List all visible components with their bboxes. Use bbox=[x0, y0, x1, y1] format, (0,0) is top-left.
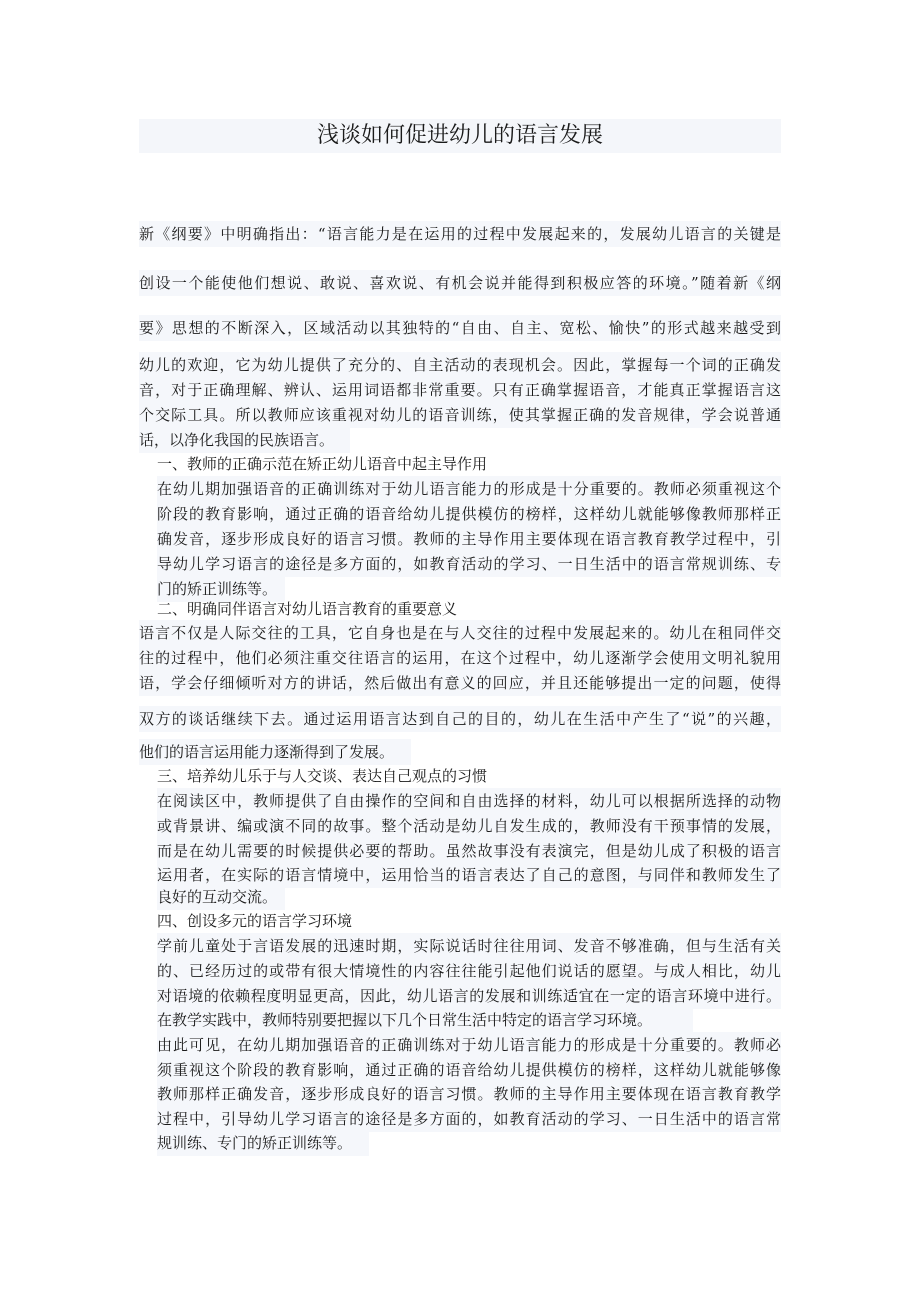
document-title: 浅谈如何促进幼儿的语言发展 bbox=[316, 123, 603, 148]
intro-line: 创设一个能使他们想说、敢说、喜欢说、有机会说并能得到积极应答的环境。”随着新《纲 bbox=[139, 270, 781, 296]
intro-line: 话，以净化我国的民族语言。 bbox=[139, 427, 350, 453]
section4-line: 的、已经历过的或带有很大情境性的内容往往能引起他们说话的愿望。与成人相比，幼儿 bbox=[157, 958, 781, 984]
section2-line: 他们的语言运用能力逐渐得到了发展。 bbox=[139, 739, 411, 765]
section2-line: 双方的谈话继续下去。通过运用语言达到自己的目的，幼儿在生活中产生了“说”的兴趣， bbox=[139, 706, 781, 732]
closing-line: 教师那样正确发音，逐步形成良好的语言习惯。教师的主导作用主要体现在语言教育教学 bbox=[157, 1081, 781, 1107]
section-heading-4: 四、创设多元的语言学习环境 bbox=[157, 912, 353, 930]
section3-line: 在阅读区中，教师提供了自由操作的空间和自由选择的材料，幼儿可以根据所选择的动物 bbox=[157, 788, 781, 814]
section2-line: 往的过程中，他们必须注重交往语言的运用，在这个过程中，幼儿逐渐学会使用文明礼貌用 bbox=[139, 645, 781, 671]
section1-line: 门的矫正训练等。 bbox=[157, 576, 285, 602]
section2-line: 语言不仅是人际交往的工具，它自身也是在与人交往的过程中发展起来的。幼儿在租同伴交 bbox=[139, 620, 781, 646]
section3-line: 良好的互动交流。 bbox=[157, 884, 285, 910]
section1-line: 在幼儿期加强语音的正确训练对于幼儿语言能力的形成是十分重要的。教师必须重视这个 bbox=[157, 476, 781, 502]
closing-line: 须重视这个阶段的教育影响，通过正确的语音给幼儿提供模仿的榜样，这样幼儿就能够像 bbox=[157, 1057, 781, 1083]
section1-line: 导幼儿学习语言的途径是多方面的，如教育活动的学习、一日生活中的语言常规训练、专 bbox=[157, 551, 781, 577]
section3-line: 或背景讲、编或演不同的故事。整个活动是幼儿自发生成的，教师没有干预事情的发展， bbox=[157, 813, 781, 839]
closing-line: 由此可见，在幼儿期加强语音的正确训练对于幼儿语言能力的形成是十分重要的。教师必 bbox=[157, 1032, 781, 1058]
section4-line: 学前儿童处于言语发展的迅速时期，实际说话时往往用词、发音不够准确，但与生活有关 bbox=[157, 933, 781, 959]
section2-line: 语，学会仔细倾听对方的讲话，然后做出有意义的回应，并且还能够提出一定的问题，使得 bbox=[139, 670, 781, 696]
intro-line: 新《纲要》中明确指出：“语言能力是在运用的过程中发展起来的，发展幼儿语言的关键是 bbox=[139, 221, 781, 247]
section1-line: 确发音，逐步形成良好的语言习惯。教师的主导作用主要体现在语言教育教学过程中，引 bbox=[157, 526, 781, 552]
section4-line: 在教学实践中，教师特别要把握以下几个日常生活中特定的语言学习环境。 bbox=[157, 1007, 693, 1033]
section-heading-3: 三、培养幼儿乐于与人交谈、表达自己观点的习惯 bbox=[157, 767, 488, 785]
section3-line: 运用者，在实际的语言情境中，运用恰当的语言表达了自己的意图，与同伴和教师发生了 bbox=[157, 862, 781, 888]
section-heading-1: 一、教师的正确示范在矫正幼儿语音中起主导作用 bbox=[157, 455, 488, 473]
intro-line: 音，对于正确理解、辨认、运用词语都非常重要。只有正确掌握语音，才能真正掌握语言这 bbox=[139, 377, 781, 403]
intro-line: 幼儿的欢迎，它为幼儿提供了充分的、自主活动的表现机会。因此，掌握每一个词的正确发 bbox=[139, 352, 781, 378]
section3-line: 而是在幼儿需要的时候提供必要的帮助。虽然故事没有表演完，但是幼儿成了积极的语言 bbox=[157, 838, 781, 864]
section1-line: 阶段的教育影响，通过正确的语音给幼儿提供模仿的榜样，这样幼儿就能够像教师那样正 bbox=[157, 501, 781, 527]
intro-line: 个交际工具。所以教师应该重视对幼儿的语音训练，使其掌握正确的发音规律，学会说普通 bbox=[139, 402, 781, 428]
section-heading-2: 二、明确同伴语言对幼儿语言教育的重要意义 bbox=[157, 600, 458, 618]
closing-line: 过程中，引导幼儿学习语言的途径是多方面的，如教育活动的学习、一日生活中的语言常 bbox=[157, 1106, 781, 1132]
section4-line: 对语境的依赖程度明显更高，因此，幼儿语言的发展和训练适宜在一定的语言环境中进行。 bbox=[157, 983, 781, 1009]
closing-line: 规训练、专门的矫正训练等。 bbox=[157, 1130, 369, 1156]
intro-line: 要》思想的不断深入，区域活动以其独特的“自由、自主、宽松、愉快”的形式越来越受到 bbox=[139, 315, 781, 341]
